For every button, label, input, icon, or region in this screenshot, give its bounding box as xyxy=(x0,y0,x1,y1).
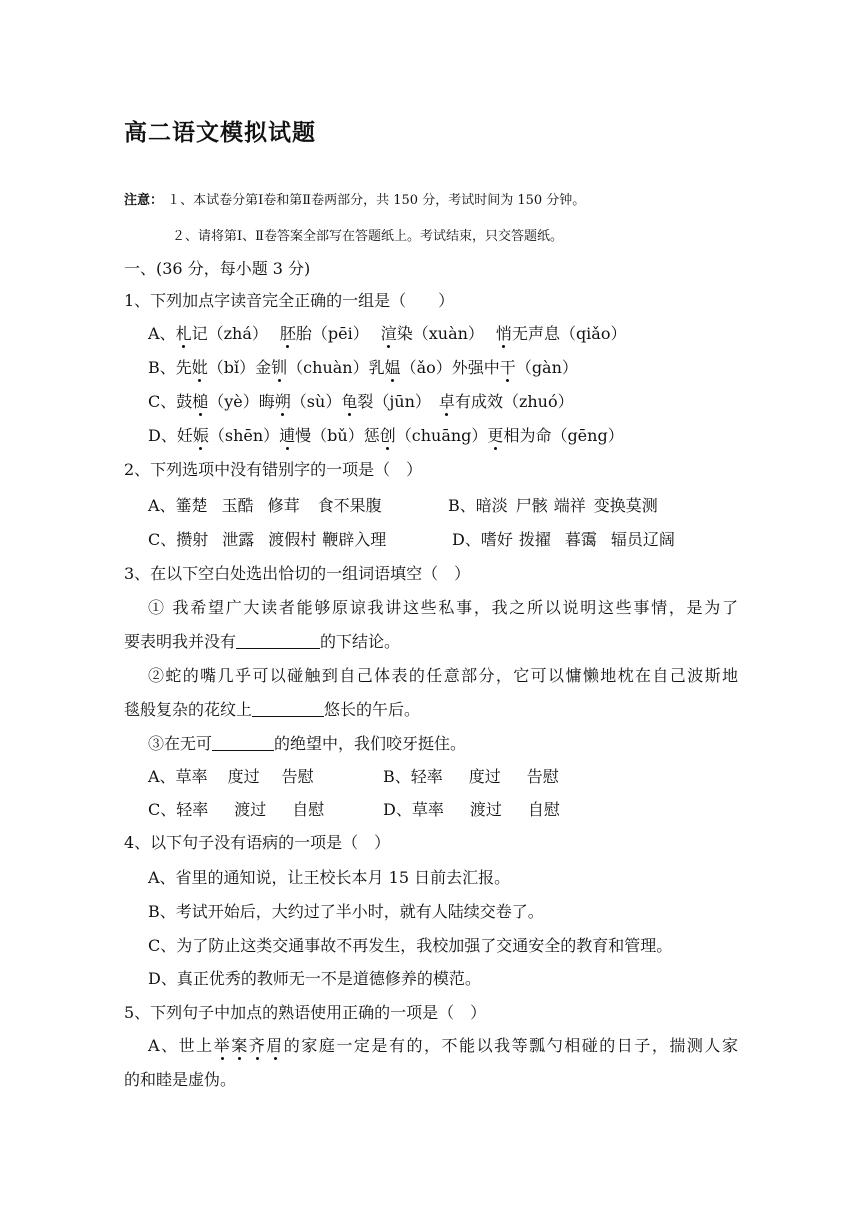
fill-blank-3 xyxy=(212,734,274,751)
dotted-char: 卓 xyxy=(438,392,455,411)
dotted-char: 眉 xyxy=(266,1036,284,1055)
notice-line-2: ２、请将第Ⅰ、Ⅱ卷答案全部写在答题纸上。考试结束，只交答题纸。 xyxy=(172,229,563,244)
question-5-option-a: A、世上举案齐眉的家庭一定是有的，不能以我等瓢勺相碰的日子，揣测人家 xyxy=(148,1036,738,1055)
question-1-option-d: D、妊娠（shēn）逋慢（bǔ）惩创（chuāng）更相为命（gēng） xyxy=(148,426,624,445)
dotted-char: 娠 xyxy=(192,426,209,445)
question-5-option-a-cont: 的和睦是虚伪。 xyxy=(124,1070,237,1089)
question-2-option-b: B、暗淡 尸骸 端祥 变换莫测 xyxy=(448,496,658,515)
question-1-stem: 1、下列加点字读音完全正确的一组是（ ） xyxy=(124,291,455,310)
question-3-option-b: B、轻率 度过 告慰 xyxy=(383,767,559,786)
notice-label: 注意： xyxy=(124,193,164,208)
question-3-stem: 3、在以下空白处选出恰切的一组词语填空（ ） xyxy=(124,564,471,583)
dotted-char: 案 xyxy=(231,1036,249,1055)
fill-blank-1 xyxy=(236,632,320,649)
dotted-char: 创 xyxy=(379,426,396,445)
dotted-char: 干 xyxy=(499,358,516,377)
dotted-char: 更 xyxy=(487,426,504,445)
question-3-sentence-2-cont: 毯般复杂的花纹上 悠长的午后。 xyxy=(124,700,421,719)
question-3-option-c: C、轻率 渡过 自慰 xyxy=(148,800,325,819)
dotted-char: 妣 xyxy=(191,358,208,377)
question-2-option-c: C、攒射 泄露 渡假村 鞭辟入理 xyxy=(148,530,387,549)
question-3-option-d: D、草率 渡过 自慰 xyxy=(383,800,560,819)
dotted-char: 胚 xyxy=(279,324,296,343)
question-4-option-d: D、真正优秀的教师无一不是道德修养的模范。 xyxy=(148,969,481,988)
fill-blank-2 xyxy=(252,700,324,717)
dotted-char: 槌 xyxy=(192,392,209,411)
question-4-stem: 4、以下句子没有语病的一项是（ ） xyxy=(124,833,391,852)
section-heading: 一、(36 分，每小题 3 分) xyxy=(124,259,311,278)
dotted-char: 渲 xyxy=(380,324,397,343)
dotted-char: 齐 xyxy=(248,1036,267,1055)
notice-text-1: １、本试卷分第Ⅰ卷和第Ⅱ卷两部分，共 150 分，考试时间为 150 分钟。 xyxy=(167,193,586,208)
question-2-option-d: D、嗜好 拨擢 暮霭 辐员辽阔 xyxy=(452,530,675,549)
question-1-option-b: B、先妣（bǐ）金钏（chuàn）乳媪（ǎo）外强中干（gàn） xyxy=(148,358,578,377)
question-3-option-a: A、草率 度过 告慰 xyxy=(148,767,314,786)
question-4-option-c: C、为了防止这类交通事故不再发生，我校加强了交通安全的教育和管理。 xyxy=(148,936,673,955)
dotted-char: 朔 xyxy=(274,392,291,411)
dotted-char: 悄 xyxy=(495,324,512,343)
page-title: 高二语文模拟试题 xyxy=(124,120,316,146)
dotted-char: 媪 xyxy=(384,358,401,377)
question-1-option-c: C、鼓槌（yè）晦朔（sù）龟裂（jūn） 卓有成效（zhuó） xyxy=(148,392,574,411)
dotted-char: 逋 xyxy=(279,426,296,445)
notice-line-1 xyxy=(124,191,585,211)
dotted-char: 钏 xyxy=(271,358,288,377)
dotted-char: 札 xyxy=(175,324,192,343)
question-1-option-a: A、札记（zhá） 胚胎（pēi） 渲染（xuàn） 悄无声息（qiǎo） xyxy=(148,324,627,343)
question-3-sentence-2: ②蛇的嘴几乎可以碰触到自己体表的任意部分，它可以慵懒地枕在自己波斯地 xyxy=(148,666,738,685)
question-4-option-b: B、考试开始后，大约过了半小时，就有人陆续交卷了。 xyxy=(148,902,544,921)
question-3-sentence-1-cont: 要表明我并没有 的下结论。 xyxy=(124,632,401,651)
question-2-option-a: A、箠楚 玉酷 修茸 食不果腹 xyxy=(148,496,382,515)
dotted-char: 龟 xyxy=(341,392,358,411)
question-3-sentence-1: ① 我希望广大读者能够原谅我讲这些私事，我之所以说明这些事情，是为了 xyxy=(148,598,738,617)
question-4-option-a: A、省里的通知说，让王校长本月 15 日前去汇报。 xyxy=(148,868,511,887)
question-2-stem: 2、下列选项中没有错别字的一项是（ ） xyxy=(124,460,423,479)
question-3-sentence-3: ③在无可 的绝望中，我们咬牙挺住。 xyxy=(148,734,467,753)
dotted-char: 举 xyxy=(213,1036,232,1055)
question-5-stem: 5、下列句子中加点的熟语使用正确的一项是（ ） xyxy=(124,1003,487,1022)
